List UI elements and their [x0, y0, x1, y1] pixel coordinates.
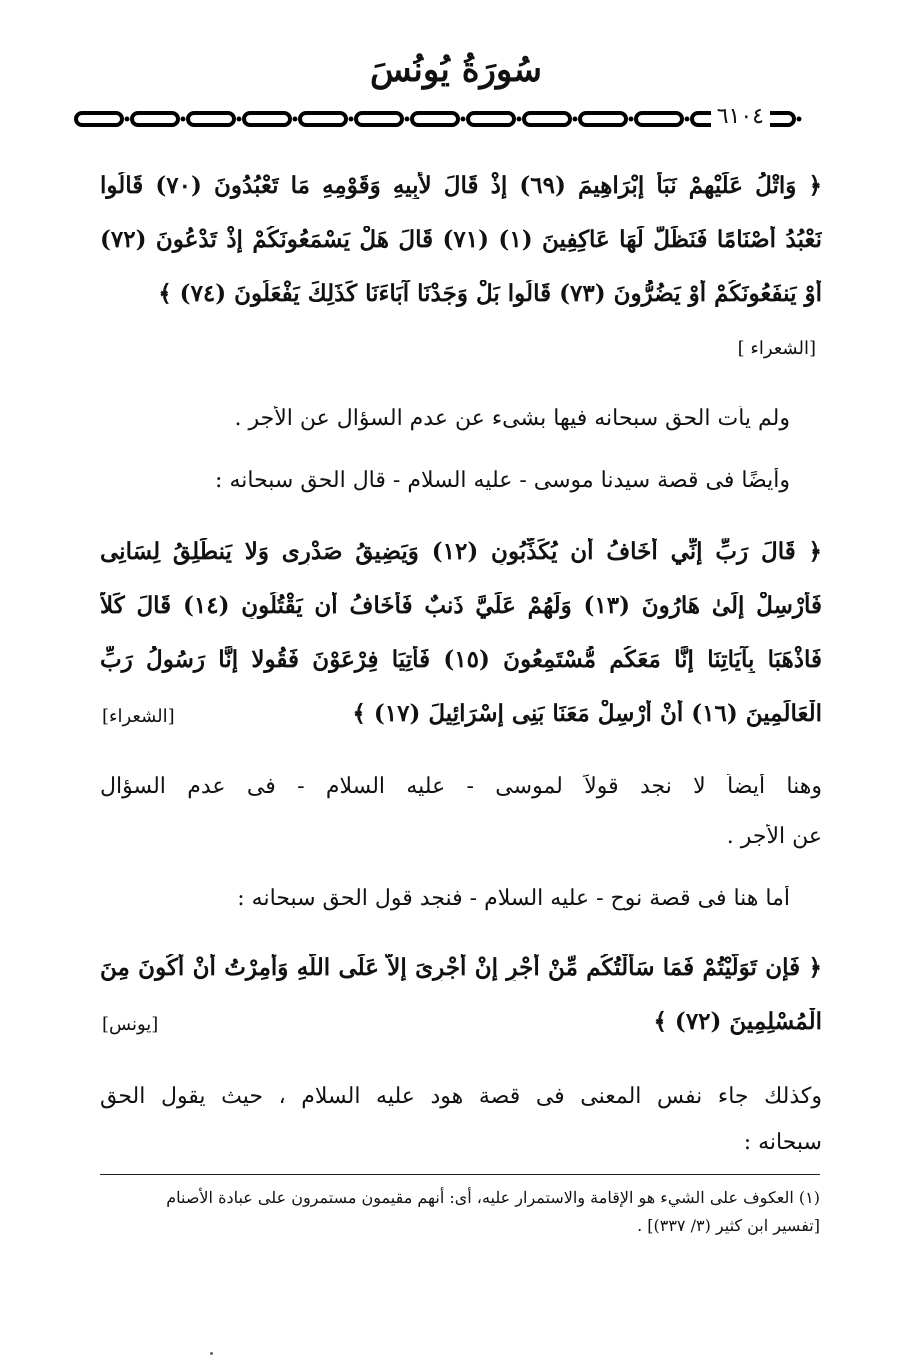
ornament-dot — [293, 117, 298, 122]
ornament-dot — [573, 117, 578, 122]
surah-title: سُورَةُ يُونُسَ — [370, 50, 542, 90]
ornament-link — [580, 113, 626, 125]
ornament-link — [524, 113, 570, 125]
verse-reference: [يونس] — [102, 1014, 159, 1035]
verse-reference: [الشعراء ] — [737, 338, 816, 359]
ornament-dot — [685, 117, 690, 122]
ornament-link — [356, 113, 402, 125]
ornament-dot — [797, 117, 802, 122]
verse-line: أَوْ يَنفَعُونَكُمْ أَوْ يَضُرُّونَ (٧٣) قَالُوا بَلْ وَجَدْنَا آبَاءَنَا كَذَلِكَ يَفْعَلُونَ (٧٤) ﴾ — [158, 280, 822, 307]
verse-line: ﴿ قَالَ رَبِّ إِنِّي أَخَافُ أَن يُكَذِّبُونِ (١٢) وَيَضِيقُ صَدْرِى وَلا يَنطَلِقُ لِسَانِى — [100, 538, 822, 565]
verse-line: الْمُسْلِمِينَ (٧٢) ﴾ — [653, 1008, 822, 1035]
verse-line: نَعْبُدُ أَصْنَامًا فَنَظَلُّ لَهَا عَاكِفِينَ (١) (٧١) قَالَ هَلْ يَسْمَعُونَكُمْ إِذْ تَدْعُونَ (٧٢) — [100, 226, 822, 253]
paragraph-line: عن الأجر . — [726, 824, 822, 849]
scan-speck — [210, 1352, 213, 1355]
ornament-link — [300, 113, 346, 125]
verse-line: ﴿ فَإِن تَوَلَّيْتُمْ فَمَا سَأَلْتُكُم مِّنْ أَجْرٍ إِنْ أَجْرِىَ إِلاَّ عَلَى اللَّهِ وَأُمِرْتُ أَنْ أَكُونَ مِنَ — [100, 954, 822, 981]
ornament-dot — [125, 117, 130, 122]
verse-line: فَأَرْسِلْ إِلَىٰ هَارُونَ (١٣) وَلَهُمْ عَلَيَّ ذَنبٌ فَأَخَافُ أَن يَقْتُلُونِ (١٤) قَالَ كَلاَّ — [100, 592, 822, 619]
ornament-link — [188, 113, 234, 125]
ornament-link — [132, 113, 178, 125]
verse-line: فَاذْهَبَا بِآيَاتِنَا إِنَّا مَعَكُم مُّسْتَمِعُونَ (١٥) فَأْتِيَا فِرْعَوْنَ فَقُولا إِنَّا رَسُولُ رَبِّ — [100, 646, 822, 673]
paragraph-line: وهنا أيضاً لا نجد قولاً لموسى - عليه السلام - فى عدم السؤال — [100, 774, 822, 799]
page-number: ٦١٠٤ — [711, 104, 770, 129]
ornament-link — [244, 113, 290, 125]
ornament-link — [468, 113, 514, 125]
paragraph-line: سبحانه : — [743, 1130, 822, 1155]
verse-line: ﴿ وَاتْلُ عَلَيْهِمْ نَبَأَ إِبْرَاهِيمَ (٦٩) إِذْ قَالَ لأَبِيهِ وَقَوْمِهِ مَا تَعْبُدُونَ (٧٠) قَالُوا — [100, 172, 822, 199]
ornament-dot — [237, 117, 242, 122]
ornament-dot — [517, 117, 522, 122]
footnote-divider — [100, 1174, 820, 1175]
paragraph: أما هنا فى قصة نوح - عليه السلام - فنجد قول الحق سبحانه : — [237, 886, 790, 911]
ornament-dot — [181, 117, 186, 122]
ornament-link — [412, 113, 458, 125]
footnote-line: (١) العكوف على الشيء هو الإقامة والاستمرار عليه، أى: أنهم مقيمون مستمرون على عبادة الأصنام — [166, 1188, 820, 1207]
ornament-link — [636, 113, 682, 125]
ornament-dot — [349, 117, 354, 122]
ornament-dot — [629, 117, 634, 122]
paragraph-line: وكذلك جاء نفس المعنى فى قصة هود عليه السلام ، حيث يقول الحق — [100, 1084, 822, 1109]
paragraph: ولم يأت الحق سبحانه فيها بشىء عن عدم السؤال عن الأجر . — [234, 406, 790, 431]
footnote-line: [تفسير ابن كثير (٣/ ٣٣٧)] . — [637, 1216, 820, 1235]
ornament-dot — [405, 117, 410, 122]
page-header — [70, 44, 842, 140]
verse-line: الْعَالَمِينَ (١٦) أَنْ أَرْسِلْ مَعَنَا بَنِى إِسْرَائِيلَ (١٧) ﴾ — [352, 700, 822, 727]
verse-reference: [الشعراء] — [102, 706, 175, 727]
ornament-link — [76, 113, 122, 125]
paragraph: وأيضًا فى قصة سيدنا موسى - عليه السلام - قال الحق سبحانه : — [215, 468, 790, 493]
ornament-dot — [461, 117, 466, 122]
